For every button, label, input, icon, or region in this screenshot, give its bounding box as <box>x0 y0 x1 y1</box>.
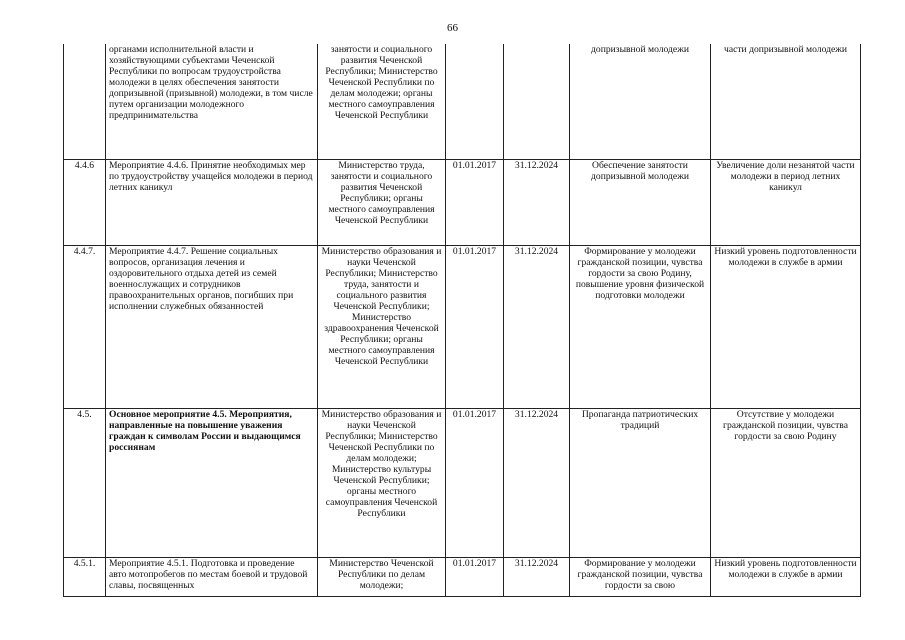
responsible-executor: Министерство образования и науки Чеченской Республики; Министерство Чеченской Республики по делам молодежи; Министерство культуры Чеченской Республики; органы местного самоуправления Чеченской Республики <box>318 408 446 557</box>
row-number: 4.4.7. <box>64 245 106 408</box>
end-date: 31.12.2024 <box>504 557 570 596</box>
start-date: 01.01.2017 <box>446 159 504 245</box>
non-implementation-consequence: Отсутствие у молодежи гражданской позиции, чувства гордости за свою Родину <box>711 408 861 557</box>
table-row <box>64 159 861 245</box>
row-number <box>64 44 106 159</box>
row-number: 4.5.1. <box>64 557 106 596</box>
non-implementation-consequence: Увеличение доли незанятой части молодежи в период летних каникул <box>711 159 861 245</box>
end-date <box>504 44 570 159</box>
row-number: 4.4.6 <box>64 159 106 245</box>
table-row <box>64 44 861 159</box>
non-implementation-consequence: Низкий уровень подготовленности молодежи в службе в армии <box>711 245 861 408</box>
expected-result: Формирование у молодежи гражданской позиции, чувства гордости за свою Родину, повышение уровня физической подготовки молодежи <box>570 245 711 408</box>
activity-name: Мероприятие 4.5.1. Подготовка и проведение авто мотопробегов по местам боевой и трудовой славы, посвященных <box>106 557 318 596</box>
non-implementation-consequence: Низкий уровень подготовленности молодежи в службе в армии <box>711 557 861 596</box>
start-date: 01.01.2017 <box>446 408 504 557</box>
start-date: 01.01.2017 <box>446 557 504 596</box>
table-row <box>64 408 861 557</box>
row-number: 4.5. <box>64 408 106 557</box>
end-date: 31.12.2024 <box>504 159 570 245</box>
expected-result: Обеспечение занятости допризывной молодежи <box>570 159 711 245</box>
table-row <box>64 557 861 596</box>
activity-name: органами исполнительной власти и хозяйствующими субъектами Чеченской Республики по вопросам трудоустройства молодежи в целях обеспечения занятости допризывной (призывной) молодежи, в том числе путем организации молодежного предпринимательства <box>106 44 318 159</box>
responsible-executor: Министерство Чеченской Республики по делам молодежи; <box>318 557 446 596</box>
page-number: 66 <box>447 22 458 34</box>
table-row <box>64 245 861 408</box>
expected-result: допризывной молодежи <box>570 44 711 159</box>
activity-name: Основное мероприятие 4.5. Мероприятия, направленные на повышение уважения граждан к символам России и выдающимся россиянам <box>106 408 318 557</box>
responsible-executor: занятости и социального развития Чеченской Республики; Министерство Чеченской Республики по делам молодежи; органы местного самоуправления Чеченской Республики <box>318 44 446 159</box>
responsible-executor: Министерство труда, занятости и социального развития Чеченской Республики; органы местного самоуправления Чеченской Республики <box>318 159 446 245</box>
start-date <box>446 44 504 159</box>
end-date: 31.12.2024 <box>504 408 570 557</box>
expected-result: Пропаганда патриотических традиций <box>570 408 711 557</box>
non-implementation-consequence: части допризывной молодежи <box>711 44 861 159</box>
expected-result: Формирование у молодежи гражданской позиции, чувства гордости за свою <box>570 557 711 596</box>
program-activities-table <box>63 44 861 597</box>
end-date: 31.12.2024 <box>504 245 570 408</box>
activity-name: Мероприятие 4.4.7. Решение социальных вопросов, организация лечения и оздоровительного отдыха детей из семей военнослужащих и сотрудников правоохранительных органов, погибших при исполнении служебных обязанностей <box>106 245 318 408</box>
activity-name: Мероприятие 4.4.6. Принятие необходимых мер по трудоустройству учащейся молодежи в период летних каникул <box>106 159 318 245</box>
start-date: 01.01.2017 <box>446 245 504 408</box>
responsible-executor: Министерство образования и науки Чеченской Республики; Министерство труда, занятости и социального развития Чеченской Республики; Министерство здравоохранения Чеченской Республики; органы местного самоуправления Чеченской Республики <box>318 245 446 408</box>
